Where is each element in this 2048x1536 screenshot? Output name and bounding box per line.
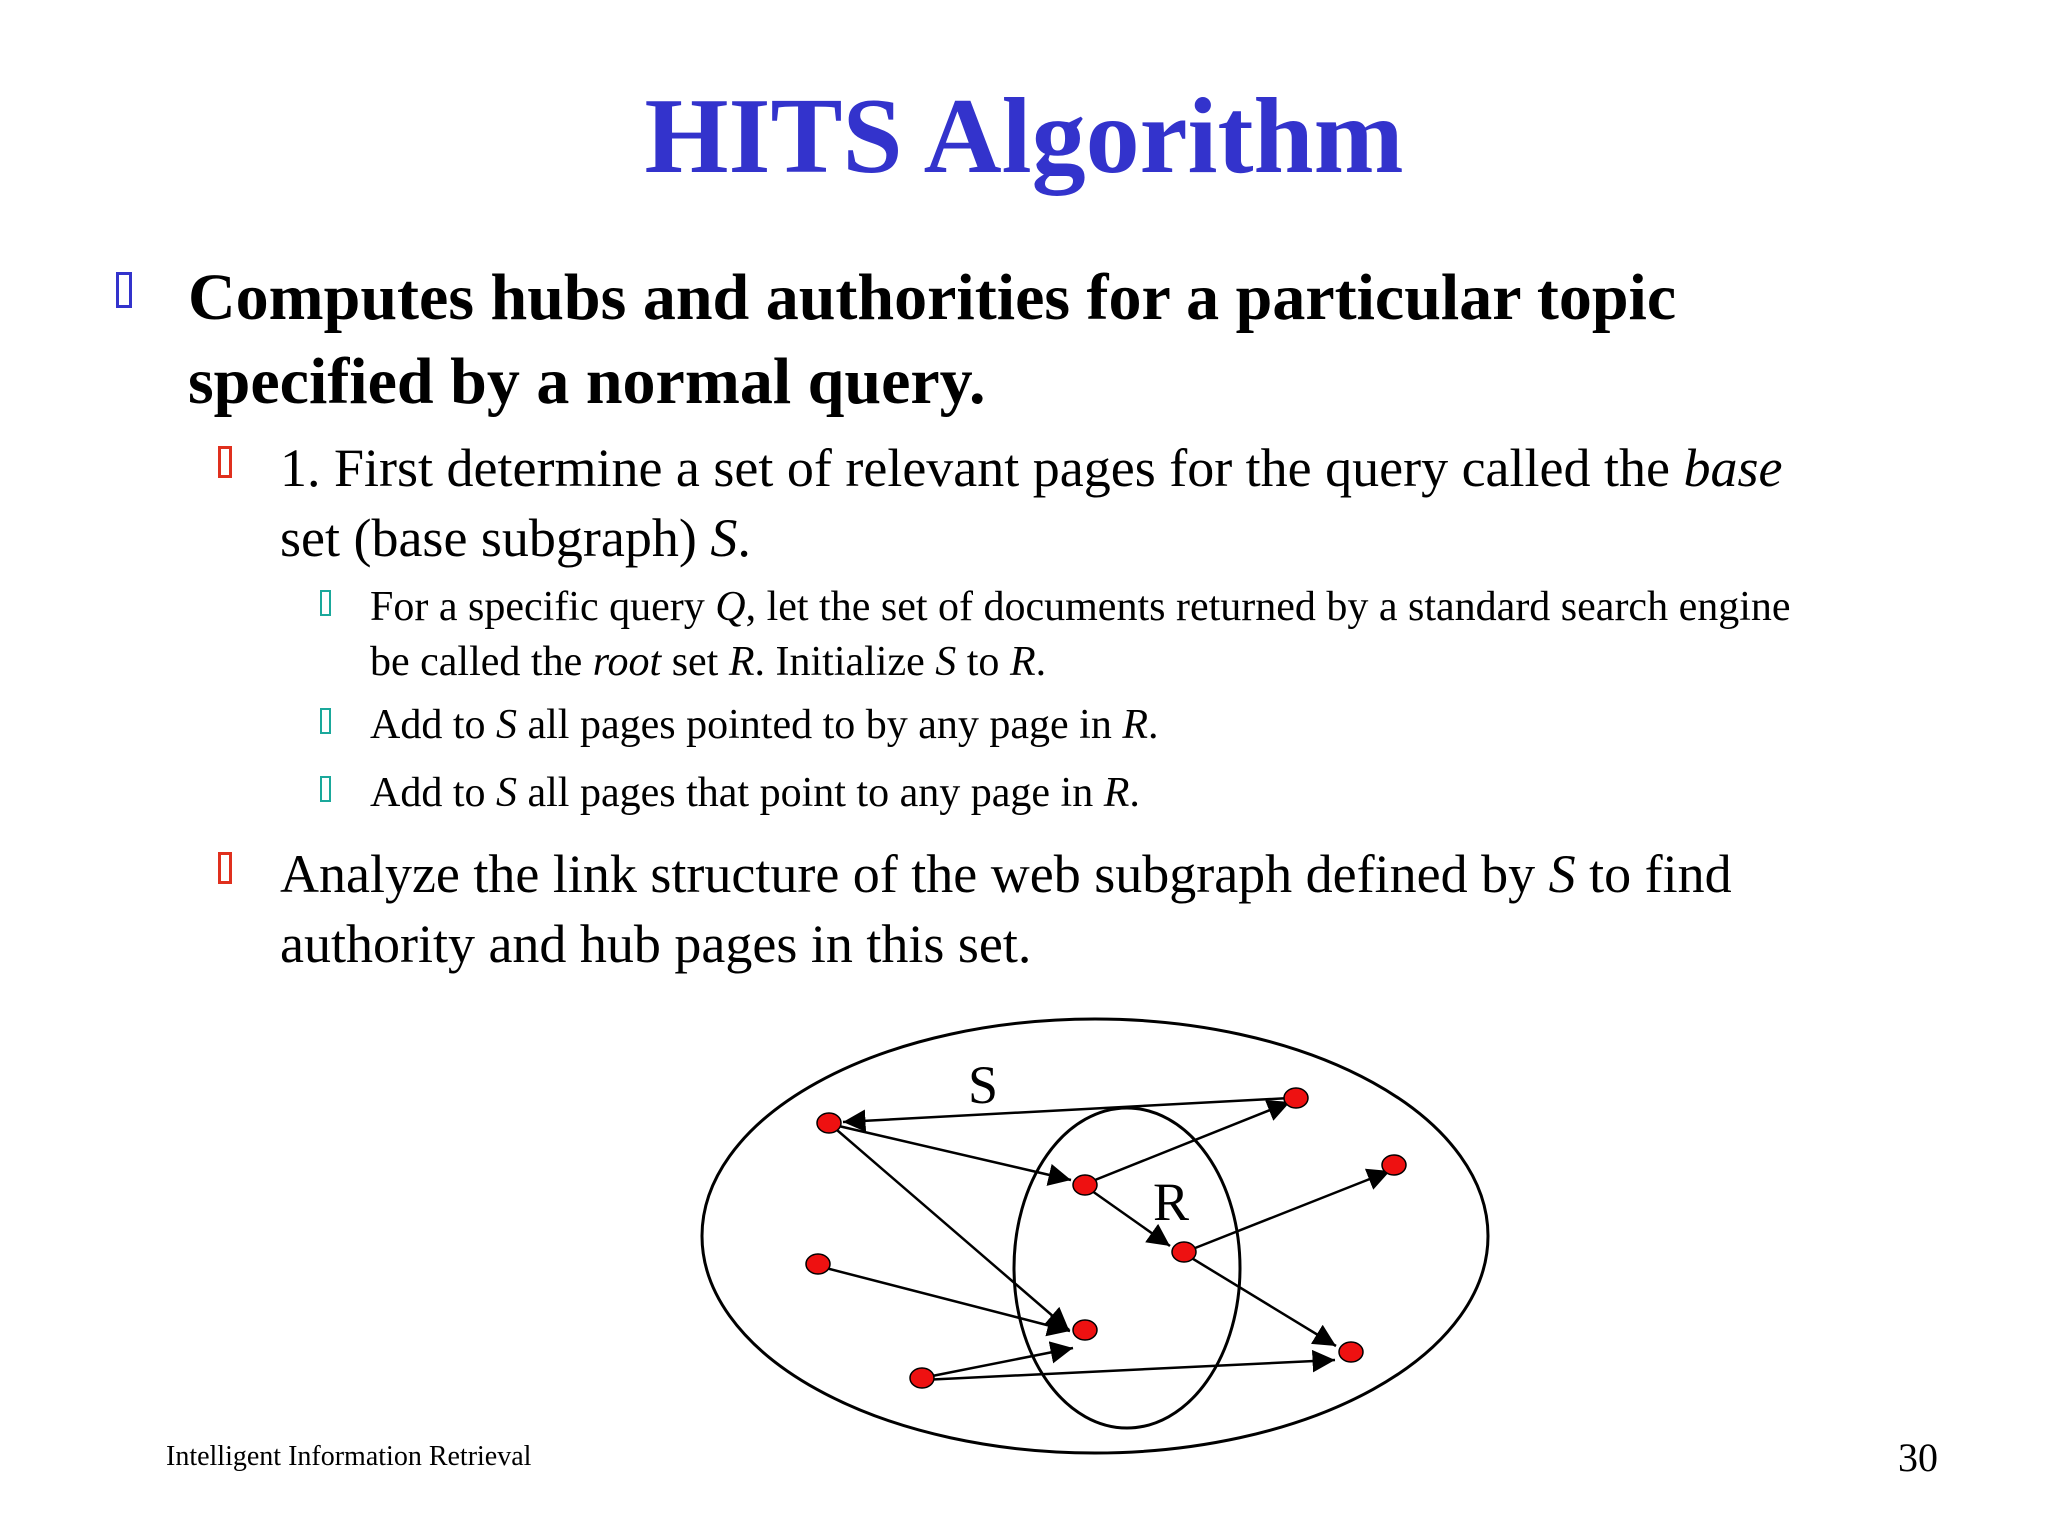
graph-nodes [806,1088,1406,1388]
italic-term: R [1009,639,1036,685]
text-span: Add to [370,702,496,748]
graph-node [1073,1175,1097,1195]
graph-node [1339,1342,1363,1362]
text-span: For a specific query [370,584,716,630]
italic-term: R [1103,770,1130,816]
text-span: set (base subgraph) [280,508,711,568]
graph-edge [1185,1254,1336,1346]
base-set-label: S [968,1055,999,1115]
root-set-label: R [1153,1172,1190,1232]
text-span: be called the [370,639,593,685]
text-span: Add to [370,770,496,816]
graph-node [806,1254,830,1274]
italic-term: S [496,702,517,748]
graph-node [1073,1320,1097,1340]
italic-term: S [496,770,517,816]
page-number: 30 [1898,1435,1938,1480]
italic-term: R [728,639,755,685]
graph-edge [843,1098,1290,1122]
text-span: all pages pointed to by any page in [517,702,1123,748]
text-span: . Initialize [754,639,936,685]
text-span: . [737,508,751,568]
bullet-line: Computes hubs and authorities for a particular topic [188,261,1677,334]
graph-node [910,1368,934,1388]
italic-term: S [1548,844,1576,904]
text-span: , let the set of documents returned by a standard search engine [745,584,1791,630]
italic-term: R [1122,702,1149,748]
text-span: all pages that point to any page in [517,770,1104,816]
italic-term: base [1683,438,1783,498]
graph-edge [1185,1171,1390,1252]
text-span: . [1148,702,1159,748]
text-span: to [956,639,1010,685]
text-span: 1. First determine a set of relevant pages for the query called the [280,438,1684,498]
graph-edge [922,1360,1335,1380]
bullet-line: specified by a normal query. [188,345,986,418]
graph-node [1172,1242,1196,1262]
course-name: Intelligent Information Retrieval [166,1441,532,1472]
italic-term: S [935,639,957,685]
italic-term: Q [715,584,746,630]
text-span: . [1035,639,1047,685]
graph-node [1284,1088,1308,1108]
bullet-line: authority and hub pages in this set. [280,914,1032,974]
base-set-ellipse [702,1019,1488,1453]
slide-title: HITS Algorithm [644,77,1404,196]
graph-edge [830,1124,1071,1180]
text-span: set [661,639,729,685]
text-span: to find [1575,844,1732,904]
text-span: . [1129,770,1140,816]
italic-term: S [710,508,738,568]
graph-node [1382,1155,1406,1175]
graph-node [817,1113,841,1133]
text-span: Analyze the link structure of the web subgraph defined by [280,844,1549,904]
italic-term: root [592,639,662,685]
